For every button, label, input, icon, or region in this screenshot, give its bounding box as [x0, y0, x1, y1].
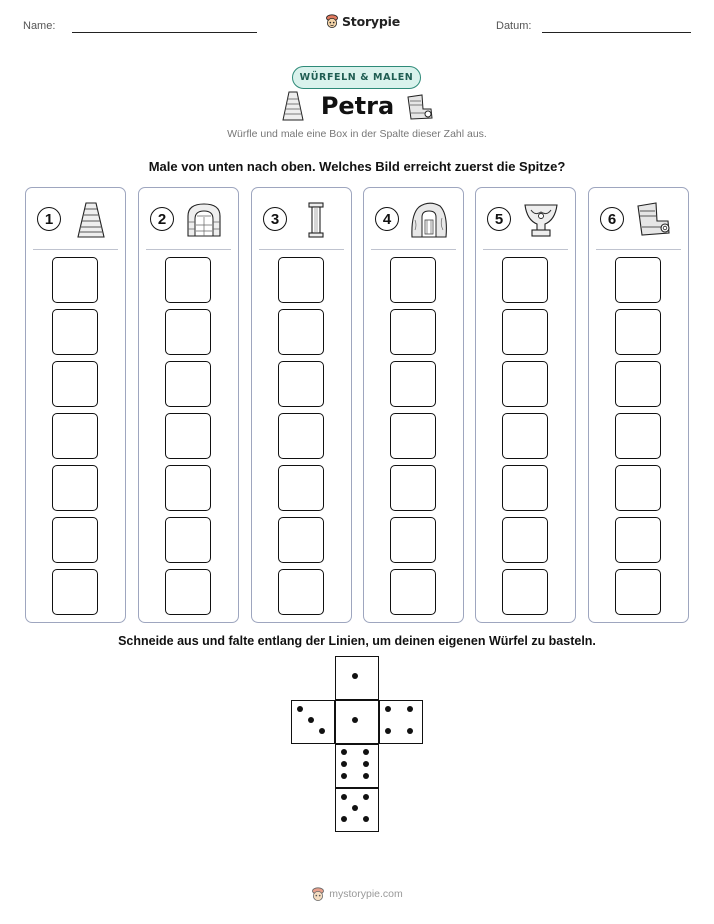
color-box[interactable]	[390, 257, 436, 303]
color-box[interactable]	[52, 309, 98, 355]
color-box[interactable]	[615, 517, 661, 563]
color-box[interactable]	[52, 413, 98, 459]
color-box[interactable]	[165, 517, 211, 563]
color-box[interactable]	[278, 413, 324, 459]
ornate-urn-icon	[521, 200, 561, 240]
column-number: 5	[487, 207, 511, 231]
color-box[interactable]	[278, 517, 324, 563]
color-box[interactable]	[52, 257, 98, 303]
treasury-tower-icon	[281, 90, 305, 122]
column-6	[588, 187, 689, 623]
dice-face-lower	[335, 744, 379, 788]
color-box[interactable]	[278, 361, 324, 407]
color-box[interactable]	[165, 309, 211, 355]
column-1	[25, 187, 126, 623]
dice-pip	[341, 816, 347, 822]
color-box[interactable]	[165, 413, 211, 459]
cut-instruction: Schneide aus und falte entlang der Linien, um deinen eigenen Würfel zu basteln.	[118, 634, 596, 648]
color-box[interactable]	[165, 257, 211, 303]
dice-pip	[363, 761, 369, 767]
name-label: Name:	[23, 20, 56, 32]
dice-pip	[363, 794, 369, 800]
color-box[interactable]	[165, 465, 211, 511]
column-4	[363, 187, 464, 623]
color-box[interactable]	[278, 309, 324, 355]
date-line[interactable]	[542, 32, 691, 33]
color-box[interactable]	[52, 569, 98, 615]
dice-pip	[341, 761, 347, 767]
storypie-mascot-icon	[311, 886, 325, 902]
column-number: 2	[150, 207, 174, 231]
dice-pip	[352, 673, 358, 679]
column-number: 3	[263, 207, 287, 231]
color-box[interactable]	[390, 517, 436, 563]
column-5	[475, 187, 576, 623]
dice-pip	[352, 717, 358, 723]
activity-badge: WÜRFELN & MALEN	[292, 66, 421, 89]
brand-name: Storypie	[342, 13, 400, 29]
dice-face-top	[335, 656, 379, 700]
dice-pip	[363, 816, 369, 822]
page-title: Petra	[320, 92, 395, 120]
footer	[0, 886, 714, 902]
dice-pip	[319, 728, 325, 734]
color-box[interactable]	[278, 465, 324, 511]
dice-face-bottom	[335, 788, 379, 832]
treasury-tower-icon	[71, 200, 111, 240]
color-box[interactable]	[615, 569, 661, 615]
footer-url: mystorypie.com	[329, 888, 403, 900]
date-label: Datum:	[496, 20, 532, 32]
dice-pip	[308, 717, 314, 723]
color-box[interactable]	[502, 361, 548, 407]
brand-logo	[325, 13, 400, 29]
color-box[interactable]	[390, 361, 436, 407]
color-box[interactable]	[165, 569, 211, 615]
column-number: 4	[375, 207, 399, 231]
dice-pip	[385, 728, 391, 734]
color-box[interactable]	[278, 569, 324, 615]
color-box[interactable]	[390, 309, 436, 355]
column-number: 1	[37, 207, 61, 231]
column-number: 6	[600, 207, 624, 231]
column-pillar-icon	[297, 200, 337, 240]
dice-pip	[407, 728, 413, 734]
dice-pip	[363, 749, 369, 755]
dice-pip	[341, 773, 347, 779]
broken-column-icon	[405, 93, 435, 121]
subtitle: Würfle und male eine Box in der Spalte dieser Zahl aus.	[227, 128, 487, 140]
rock-tomb-door-icon	[409, 200, 449, 240]
dice-face-left	[291, 700, 335, 744]
color-box[interactable]	[615, 413, 661, 459]
color-box[interactable]	[52, 517, 98, 563]
dice-pip	[297, 706, 303, 712]
dice-pip	[407, 706, 413, 712]
color-box[interactable]	[390, 465, 436, 511]
color-box[interactable]	[52, 361, 98, 407]
color-box[interactable]	[502, 465, 548, 511]
color-box[interactable]	[502, 257, 548, 303]
dice-pip	[363, 773, 369, 779]
instruction-text: Male von unten nach oben. Welches Bild erreicht zuerst die Spitze?	[148, 159, 566, 174]
dice-pip	[352, 805, 358, 811]
broken-column-icon	[634, 200, 674, 240]
color-box[interactable]	[278, 257, 324, 303]
color-box[interactable]	[390, 413, 436, 459]
color-box[interactable]	[502, 569, 548, 615]
color-box[interactable]	[615, 257, 661, 303]
color-box[interactable]	[615, 361, 661, 407]
dice-face-center	[335, 700, 379, 744]
storypie-mascot-icon	[325, 13, 339, 29]
color-box[interactable]	[390, 569, 436, 615]
dice-pip	[341, 794, 347, 800]
dice-pip	[385, 706, 391, 712]
dice-pip	[341, 749, 347, 755]
stone-arch-gate-icon	[184, 200, 224, 240]
color-box[interactable]	[615, 465, 661, 511]
dice-face-right	[379, 700, 423, 744]
color-box[interactable]	[615, 309, 661, 355]
color-box[interactable]	[502, 517, 548, 563]
color-box[interactable]	[502, 309, 548, 355]
color-box[interactable]	[165, 361, 211, 407]
column-3	[251, 187, 352, 623]
color-box[interactable]	[52, 465, 98, 511]
name-line[interactable]	[72, 32, 257, 33]
color-box[interactable]	[502, 413, 548, 459]
column-2	[138, 187, 239, 623]
